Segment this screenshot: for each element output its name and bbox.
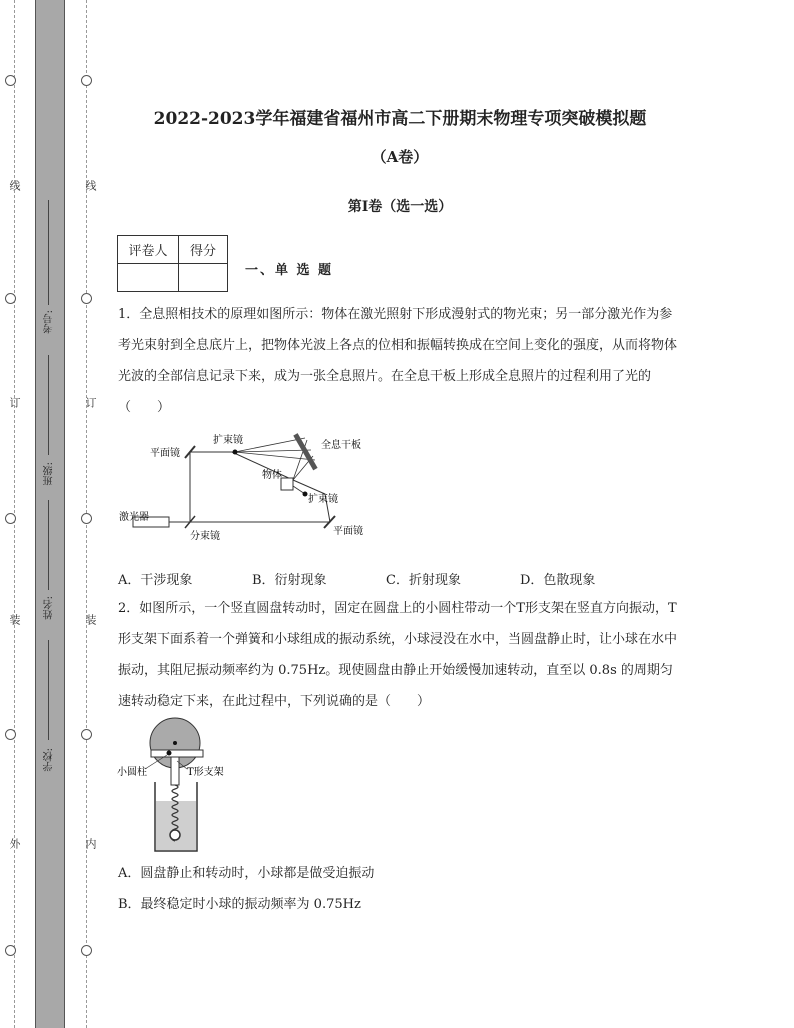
margin-char-outer: 订 — [8, 397, 21, 408]
q1-option-c[interactable]: C．折射现象 — [386, 573, 461, 588]
margin-char-inner: 订 — [84, 397, 97, 408]
school-field[interactable] — [48, 640, 49, 740]
label-hologram-plate: 全息干板 — [321, 440, 361, 451]
label-object: 物体 — [262, 470, 282, 481]
class-field[interactable] — [48, 355, 49, 455]
label-mirror-top: 平面镜 — [150, 448, 180, 459]
margin-char-inner: 内 — [84, 838, 97, 849]
label-beam-splitter: 分束镜 — [190, 531, 220, 542]
margin-char-outer: 装 — [8, 614, 21, 625]
class-label: 班级: — [44, 462, 55, 486]
paper-title: 2022-2023学年福建省福州市高二下册期末物理专项突破模拟题 — [153, 109, 647, 129]
score-table-score-cell[interactable] — [179, 264, 228, 292]
t-frame-bar — [151, 750, 203, 757]
binding-hole — [81, 513, 92, 524]
label-mirror-bottom: 平面镜 — [333, 526, 363, 537]
score-table — [117, 235, 228, 292]
label-t-frame: T形支架 — [187, 767, 224, 778]
margin-char-inner: 线 — [84, 180, 97, 191]
margin-char-outer: 线 — [8, 180, 21, 191]
object-box — [281, 478, 293, 490]
score-table-grader-cell[interactable] — [118, 264, 179, 292]
school-label: 学校: — [44, 748, 55, 772]
label-laser: 激光器 — [119, 512, 149, 523]
holography-setup-figure — [115, 428, 375, 552]
binding-hole — [81, 729, 92, 740]
name-label: 姓名: — [44, 596, 55, 620]
binding-hole — [5, 293, 16, 304]
binding-strip — [35, 0, 65, 1028]
score-table-score-header: 得分 — [179, 236, 228, 264]
binding-hole — [5, 729, 16, 740]
light-path — [185, 452, 330, 522]
paper-section-heading: 第I卷（选一选） — [347, 199, 453, 215]
q1-option-b[interactable]: B．衍射现象 — [252, 573, 327, 588]
q2-option-b[interactable]: B．最终稳定时小球的振动频率为 0.75Hz — [118, 897, 361, 912]
exam-number-label: 考号: — [44, 310, 55, 334]
label-expander-top: 扩束镜 — [213, 435, 243, 446]
name-field[interactable] — [48, 500, 49, 590]
light-ray — [235, 450, 311, 452]
margin-char-outer: 外 — [8, 838, 21, 849]
light-ray — [235, 438, 305, 452]
disk-center — [173, 741, 177, 745]
question-1-stem: 1．全息照相技术的原理如图所示：物体在激光照射下形成漫射式的物光束；另一部分激光作为参考光束射到全息底片上，把物体光波上各点的位相和振幅转换成在空间上变化的强度，从而将物体光波的全部信息记录下来，成为一张全息照片。在全息干板上形成全息照片的过程利用了光的（ ） — [118, 307, 678, 415]
exam-number-field[interactable] — [48, 200, 49, 305]
t-frame-stem — [171, 757, 179, 785]
paper-title-volume: （A卷） — [371, 148, 429, 166]
binding-hole — [81, 945, 92, 956]
question-2-stem: 2．如图所示，一个竖直圆盘转动时，固定在圆盘上的小圆柱带动一个T形支架在竖直方向振动，T形支架下面系着一个弹簧和小球组成的振动系统，小球浸没在水中，当圆盘静止时，让小球在水中振动，其阻尼振动频率约为 0.75Hz。现使圆盘由静止开始缓慢加速转动，直至以 0.8s 的周期匀速转动稳定下来，在此过程中，下列说确的是（ ） — [118, 601, 678, 709]
small-cylinder — [167, 751, 172, 756]
q1-option-d[interactable]: D．色散现象 — [520, 573, 596, 588]
binding-hole — [5, 75, 16, 86]
label-small-cylinder: 小圆柱 — [117, 767, 147, 778]
binding-hole — [81, 75, 92, 86]
binding-hole — [5, 513, 16, 524]
q1-option-a[interactable]: A．干涉现象 — [118, 573, 193, 588]
binding-hole — [5, 945, 16, 956]
binding-hole — [81, 293, 92, 304]
section-heading: 一、单 选 题 — [245, 263, 334, 278]
label-expander-right: 扩束镜 — [308, 494, 338, 505]
ball — [170, 830, 180, 840]
beam-expander-top — [233, 450, 238, 455]
q2-option-a[interactable]: A．圆盘静止和转动时，小球都是做受迫振动 — [118, 866, 375, 881]
score-table-grader-header: 评卷人 — [118, 236, 179, 264]
margin-char-inner: 装 — [84, 614, 97, 625]
disk-spring-figure — [115, 717, 245, 857]
beam-expander-right — [303, 492, 308, 497]
